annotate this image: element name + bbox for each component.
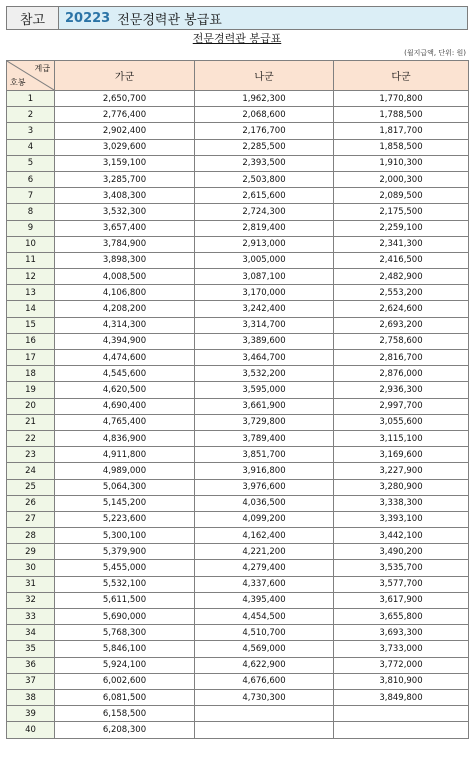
cell-ga: 6,208,300: [55, 722, 195, 738]
cell-na: 4,395,400: [195, 592, 334, 608]
cell-da: 3,810,900: [334, 673, 469, 689]
step-cell: 6: [7, 171, 55, 187]
cell-ga: 3,159,100: [55, 155, 195, 171]
cell-da: 3,338,300: [334, 495, 469, 511]
cell-ga: 5,379,900: [55, 544, 195, 560]
cell-da: 3,393,100: [334, 511, 469, 527]
table-row: [7, 625, 469, 641]
cell-da: 2,758,600: [334, 333, 469, 349]
step-cell: 35: [7, 641, 55, 657]
step-cell: 5: [7, 155, 55, 171]
cell-da: 3,772,000: [334, 657, 469, 673]
cell-na: 4,337,600: [195, 576, 334, 592]
step-cell: 23: [7, 447, 55, 463]
cell-ga: 6,002,600: [55, 673, 195, 689]
cell-na: 4,221,200: [195, 544, 334, 560]
cell-ga: 3,657,400: [55, 220, 195, 236]
cell-da: 3,055,600: [334, 414, 469, 430]
table-row: [7, 220, 469, 236]
cell-da: 3,733,000: [334, 641, 469, 657]
cell-da: 3,280,900: [334, 479, 469, 495]
title-bar: [59, 7, 467, 29]
step-cell: 19: [7, 382, 55, 398]
cell-ga: 5,223,600: [55, 511, 195, 527]
cell-da: 2,175,500: [334, 204, 469, 220]
table-row: [7, 350, 469, 366]
title-text: 전문경력관 봉급표: [117, 12, 222, 28]
table-row: [7, 641, 469, 657]
cell-da: 2,341,300: [334, 236, 469, 252]
step-cell: 38: [7, 689, 55, 705]
step-cell: 37: [7, 673, 55, 689]
cell-na: 3,389,600: [195, 333, 334, 349]
cell-da: 2,876,000: [334, 366, 469, 382]
cell-ga: 4,690,400: [55, 398, 195, 414]
table-row: [7, 171, 469, 187]
table-row: [7, 511, 469, 527]
cell-na: 4,454,500: [195, 609, 334, 625]
corner-step-label: 호봉: [10, 78, 26, 87]
cell-ga: 6,081,500: [55, 689, 195, 705]
step-cell: 7: [7, 188, 55, 204]
cell-na: 2,393,500: [195, 155, 334, 171]
cell-da: 1,770,800: [334, 91, 469, 107]
cell-ga: 4,989,000: [55, 463, 195, 479]
column-header-na: 나군: [195, 61, 334, 91]
cell-da: 2,416,500: [334, 252, 469, 268]
cell-da: 3,169,600: [334, 447, 469, 463]
cell-da: 1,788,500: [334, 107, 469, 123]
step-cell: 28: [7, 528, 55, 544]
cell-ga: 4,620,500: [55, 382, 195, 398]
table-row: [7, 317, 469, 333]
table-row: [7, 576, 469, 592]
cell-da: [334, 706, 469, 722]
document-header: [6, 6, 468, 30]
step-cell: 18: [7, 366, 55, 382]
cell-na: [195, 722, 334, 738]
table-row: [7, 285, 469, 301]
table-row: [7, 689, 469, 705]
cell-da: 3,577,700: [334, 576, 469, 592]
cell-na: 2,913,000: [195, 236, 334, 252]
cell-ga: 6,158,500: [55, 706, 195, 722]
cell-na: 3,532,200: [195, 366, 334, 382]
cell-na: 2,176,700: [195, 123, 334, 139]
cell-na: 3,242,400: [195, 301, 334, 317]
table-row: [7, 398, 469, 414]
corner-rank-label: 계급: [34, 64, 50, 73]
table-body: [7, 91, 469, 739]
cell-na: 3,976,600: [195, 479, 334, 495]
cell-ga: 2,650,700: [55, 91, 195, 107]
table-row: [7, 155, 469, 171]
cell-na: 3,595,000: [195, 382, 334, 398]
cell-na: 3,851,700: [195, 447, 334, 463]
step-cell: 33: [7, 609, 55, 625]
table-row: [7, 123, 469, 139]
table-row: [7, 414, 469, 430]
cell-na: 4,730,300: [195, 689, 334, 705]
column-header-ga: 가군: [55, 61, 195, 91]
cell-ga: 4,008,500: [55, 269, 195, 285]
cell-na: 3,661,900: [195, 398, 334, 414]
table-row: [7, 382, 469, 398]
cell-ga: 3,898,300: [55, 252, 195, 268]
cell-na: 2,615,600: [195, 188, 334, 204]
table-caption: [6, 30, 468, 48]
table-row: [7, 447, 469, 463]
cell-na: 4,279,400: [195, 560, 334, 576]
step-cell: 32: [7, 592, 55, 608]
step-cell: 26: [7, 495, 55, 511]
cell-na: 2,503,800: [195, 171, 334, 187]
cell-da: 3,227,900: [334, 463, 469, 479]
cell-ga: 5,064,300: [55, 479, 195, 495]
cell-da: 2,259,100: [334, 220, 469, 236]
cell-na: 2,724,300: [195, 204, 334, 220]
step-cell: 20: [7, 398, 55, 414]
cell-na: 4,099,200: [195, 511, 334, 527]
cell-ga: 4,765,400: [55, 414, 195, 430]
cell-na: 1,962,300: [195, 91, 334, 107]
cell-ga: 3,029,600: [55, 139, 195, 155]
cell-ga: 5,690,000: [55, 609, 195, 625]
table-row: [7, 479, 469, 495]
table-row: [7, 366, 469, 382]
step-cell: 31: [7, 576, 55, 592]
step-cell: 14: [7, 301, 55, 317]
step-cell: 16: [7, 333, 55, 349]
cell-ga: 4,394,900: [55, 333, 195, 349]
cell-na: 2,068,600: [195, 107, 334, 123]
cell-da: 2,693,200: [334, 317, 469, 333]
cell-da: 1,817,700: [334, 123, 469, 139]
table-row: [7, 592, 469, 608]
cell-da: 2,997,700: [334, 398, 469, 414]
cell-na: 4,676,600: [195, 673, 334, 689]
title-year: 20223: [65, 10, 111, 26]
step-cell: 3: [7, 123, 55, 139]
reference-tag: 참고: [7, 7, 59, 29]
table-row: [7, 430, 469, 446]
step-cell: 25: [7, 479, 55, 495]
table-row: [7, 236, 469, 252]
cell-ga: 5,145,200: [55, 495, 195, 511]
table-row: [7, 252, 469, 268]
cell-ga: 5,455,000: [55, 560, 195, 576]
cell-na: 4,036,500: [195, 495, 334, 511]
step-cell: 12: [7, 269, 55, 285]
cell-na: 3,087,100: [195, 269, 334, 285]
cell-da: 3,655,800: [334, 609, 469, 625]
corner-header-cell: [7, 61, 55, 91]
cell-ga: 5,924,100: [55, 657, 195, 673]
table-header-row: [7, 61, 469, 91]
cell-na: 3,314,700: [195, 317, 334, 333]
cell-ga: 4,836,900: [55, 430, 195, 446]
cell-na: 4,569,000: [195, 641, 334, 657]
table-row: [7, 673, 469, 689]
cell-na: 4,162,400: [195, 528, 334, 544]
cell-da: 2,089,500: [334, 188, 469, 204]
cell-da: 3,617,900: [334, 592, 469, 608]
cell-ga: 5,768,300: [55, 625, 195, 641]
cell-na: 4,622,900: [195, 657, 334, 673]
cell-na: 3,464,700: [195, 350, 334, 366]
cell-ga: 5,846,100: [55, 641, 195, 657]
table-row: [7, 463, 469, 479]
step-cell: 29: [7, 544, 55, 560]
cell-ga: 2,776,400: [55, 107, 195, 123]
step-cell: 34: [7, 625, 55, 641]
cell-ga: 4,106,800: [55, 285, 195, 301]
column-header-da: 다군: [334, 61, 469, 91]
cell-da: 2,482,900: [334, 269, 469, 285]
cell-ga: 3,285,700: [55, 171, 195, 187]
cell-na: 4,510,700: [195, 625, 334, 641]
cell-da: 3,490,200: [334, 544, 469, 560]
table-caption-text: 전문경력관 봉급표: [192, 32, 282, 45]
cell-na: 3,916,800: [195, 463, 334, 479]
table-row: [7, 301, 469, 317]
cell-ga: 4,314,300: [55, 317, 195, 333]
cell-da: 2,936,300: [334, 382, 469, 398]
cell-ga: 5,532,100: [55, 576, 195, 592]
table-row: [7, 560, 469, 576]
table-row: [7, 609, 469, 625]
table-row: [7, 139, 469, 155]
table-row: [7, 495, 469, 511]
table-row: [7, 722, 469, 738]
step-cell: 27: [7, 511, 55, 527]
step-cell: 15: [7, 317, 55, 333]
unit-note: (월지급액, 단위: 원): [404, 49, 466, 57]
cell-ga: 3,784,900: [55, 236, 195, 252]
table-row: [7, 544, 469, 560]
step-cell: 30: [7, 560, 55, 576]
step-cell: 22: [7, 430, 55, 446]
step-cell: 24: [7, 463, 55, 479]
cell-da: 2,000,300: [334, 171, 469, 187]
cell-na: 3,729,800: [195, 414, 334, 430]
table-row: [7, 528, 469, 544]
step-cell: 39: [7, 706, 55, 722]
table-row: [7, 204, 469, 220]
cell-da: 2,816,700: [334, 350, 469, 366]
step-cell: 11: [7, 252, 55, 268]
cell-da: 2,553,200: [334, 285, 469, 301]
cell-na: 3,170,000: [195, 285, 334, 301]
cell-da: 1,910,300: [334, 155, 469, 171]
salary-table: [6, 60, 469, 739]
table-row: [7, 269, 469, 285]
cell-ga: 3,408,300: [55, 188, 195, 204]
step-cell: 40: [7, 722, 55, 738]
table-row: [7, 706, 469, 722]
cell-ga: 5,300,100: [55, 528, 195, 544]
step-cell: 17: [7, 350, 55, 366]
cell-da: 3,693,300: [334, 625, 469, 641]
step-cell: 1: [7, 91, 55, 107]
cell-ga: 4,911,800: [55, 447, 195, 463]
table-row: [7, 333, 469, 349]
cell-ga: 4,474,600: [55, 350, 195, 366]
step-cell: 10: [7, 236, 55, 252]
step-cell: 4: [7, 139, 55, 155]
step-cell: 8: [7, 204, 55, 220]
cell-da: [334, 722, 469, 738]
table-row: [7, 107, 469, 123]
cell-ga: 4,208,200: [55, 301, 195, 317]
cell-ga: 3,532,300: [55, 204, 195, 220]
table-row: [7, 657, 469, 673]
cell-na: 2,819,400: [195, 220, 334, 236]
cell-ga: 5,611,500: [55, 592, 195, 608]
cell-da: 3,849,800: [334, 689, 469, 705]
cell-da: 3,115,100: [334, 430, 469, 446]
table-row: [7, 188, 469, 204]
step-cell: 13: [7, 285, 55, 301]
cell-na: 3,005,000: [195, 252, 334, 268]
step-cell: 36: [7, 657, 55, 673]
step-cell: 21: [7, 414, 55, 430]
cell-na: [195, 706, 334, 722]
cell-da: 1,858,500: [334, 139, 469, 155]
step-cell: 2: [7, 107, 55, 123]
cell-da: 3,535,700: [334, 560, 469, 576]
cell-da: 3,442,100: [334, 528, 469, 544]
step-cell: 9: [7, 220, 55, 236]
cell-ga: 4,545,600: [55, 366, 195, 382]
cell-da: 2,624,600: [334, 301, 469, 317]
table-row: [7, 91, 469, 107]
cell-na: 3,789,400: [195, 430, 334, 446]
cell-ga: 2,902,400: [55, 123, 195, 139]
cell-na: 2,285,500: [195, 139, 334, 155]
